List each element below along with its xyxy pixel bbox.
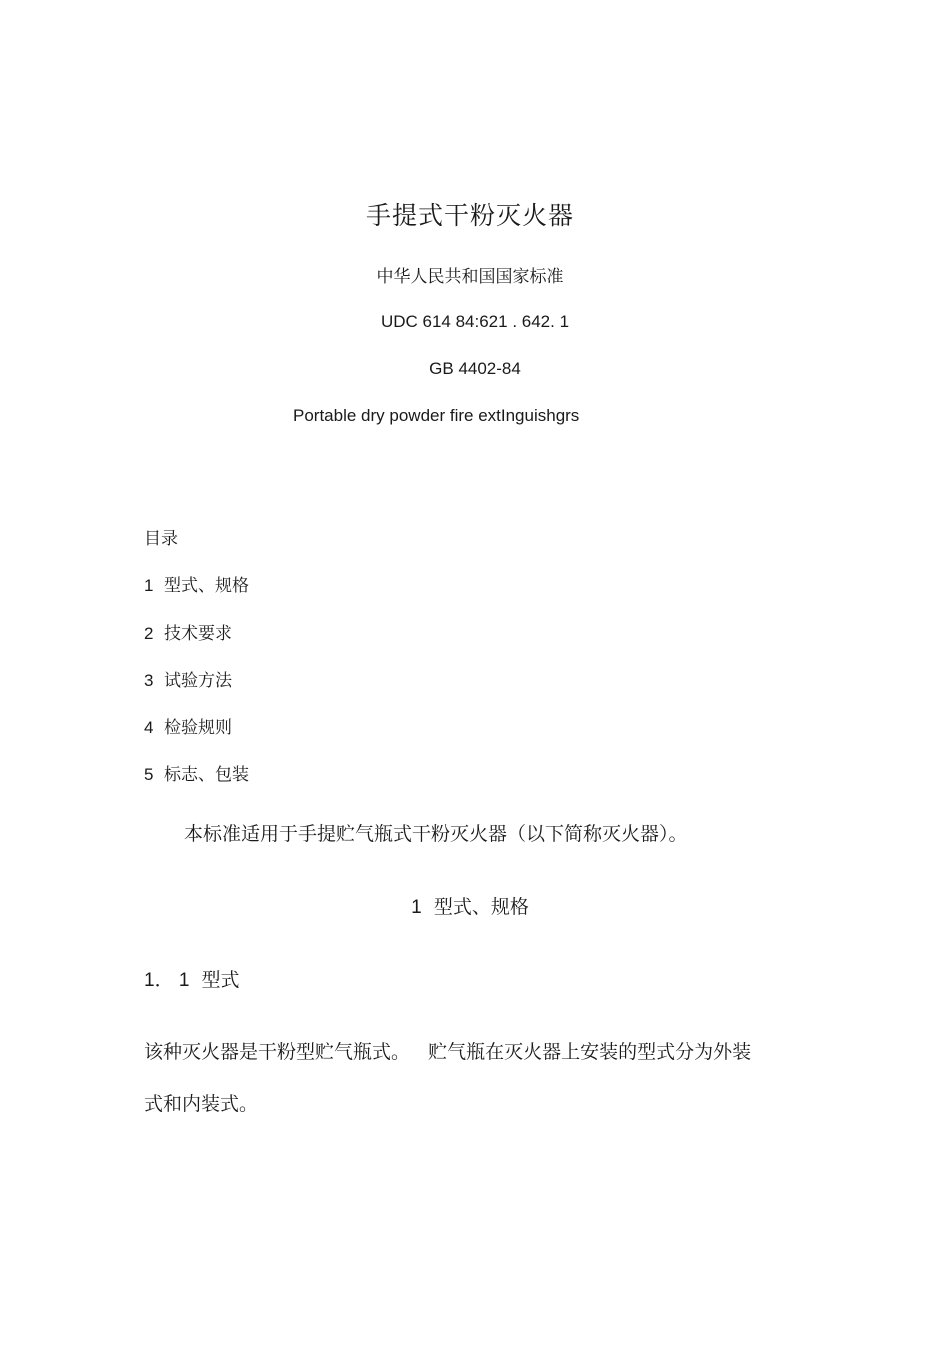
section-heading bbox=[0, 892, 940, 919]
toc-item bbox=[144, 619, 232, 644]
toc-item-number: 1 bbox=[144, 576, 154, 595]
subsection-heading bbox=[144, 965, 240, 992]
subsection-title: 型式 bbox=[201, 969, 240, 991]
toc-item-number: 4 bbox=[144, 718, 154, 737]
paragraph-line: 该种灭火器是干粉型贮气瓶式。 贮气瓶在灭火器上安装的型式分为外装 bbox=[144, 1041, 752, 1063]
english-title: Portable dry powder fire extInguishgrs bbox=[293, 406, 580, 425]
toc-heading: 目录 bbox=[144, 529, 178, 549]
section-number: 1 bbox=[411, 897, 422, 918]
toc-item bbox=[144, 760, 249, 785]
toc-item-label: 技术要求 bbox=[164, 624, 232, 644]
paragraph-line: 式和内装式。 bbox=[144, 1093, 259, 1115]
toc-item bbox=[144, 571, 249, 596]
subsection-number: 1． 1 bbox=[144, 970, 190, 991]
scope-paragraph: 本标准适用于手提贮气瓶式干粉灭火器（以下简称灭火器）。 bbox=[184, 823, 688, 845]
toc-item-label: 试验方法 bbox=[164, 671, 232, 691]
toc-item-label: 检验规则 bbox=[164, 718, 232, 738]
document-title: 手提式干粉灭火器 bbox=[365, 201, 574, 230]
toc-item bbox=[144, 666, 232, 691]
udc-code: UDC 614 84:621 . 642. 1 bbox=[380, 312, 570, 331]
standard-number: GB 4402-84 bbox=[429, 359, 521, 378]
toc-item-label: 标志、包装 bbox=[164, 765, 249, 785]
toc-item-number: 3 bbox=[144, 671, 154, 690]
toc-item-label: 型式、规格 bbox=[164, 576, 249, 596]
toc-item-number: 5 bbox=[144, 765, 154, 784]
toc-item-number: 2 bbox=[144, 624, 154, 643]
issuing-organization: 中华人民共和国国家标准 bbox=[376, 267, 564, 287]
section-title: 型式、规格 bbox=[433, 896, 529, 918]
toc-item bbox=[144, 713, 232, 738]
